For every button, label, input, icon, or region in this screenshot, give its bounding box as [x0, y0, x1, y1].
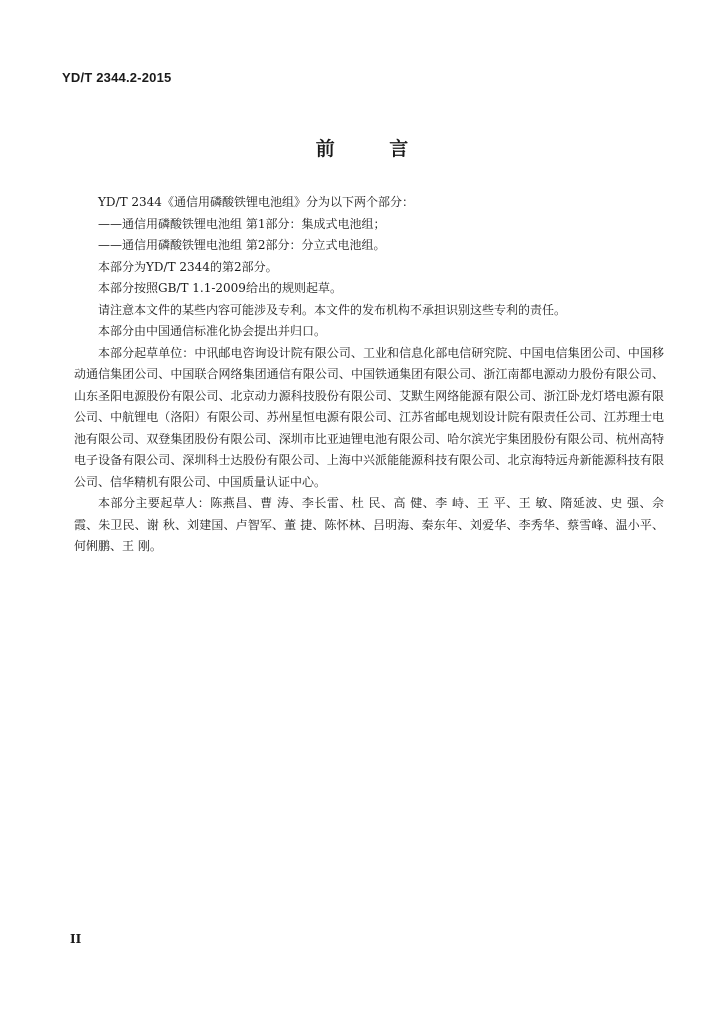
paragraph-drafting-rules: 本部分按照GB/T 1.1-2009给出的规则起草。	[98, 281, 342, 295]
paragraph-drafting-organizations: 本部分起草单位：中讯邮电咨询设计院有限公司、工业和信息化部电信研究院、中国电信集团公司、中国移动通信集团公司、中国联合网络集团通信有限公司、中国铁通集团有限公司、浙江南都电源动力股份有限公司、山东圣阳电源股份有限公司、北京动力源科技股份有限公司、艾默生网络能源有限公司、浙江卧龙灯塔电源有限公司、中航锂电（洛阳）有限公司、苏州星恒电源有限公司、江苏省邮电规划设计院有限责任公司、江苏理士电池有限公司、双登集团股份有限公司、深圳市比亚迪锂电池有限公司、哈尔滨光宇集团股份有限公司、杭州高特电子设备有限公司、深圳科士达股份有限公司、上海中兴派能能源科技有限公司、北京海特远舟新能源科技有限公司、信华精机有限公司、中国质量认证中心。	[74, 345, 664, 489]
standard-code-header: YD/T 2344.2-2015	[62, 70, 172, 85]
document-body	[74, 192, 664, 558]
paragraph-patent-notice: 请注意本文件的某些内容可能涉及专利。本文件的发布机构不承担识别这些专利的责任。	[98, 302, 567, 317]
paragraph-part-2: ——通信用磷酸铁锂电池组 第2部分：分立式电池组。	[98, 238, 386, 252]
paragraph-standard-parts: YD/T 2344《通信用磷酸铁锂电池组》分为以下两个部分：	[98, 195, 414, 209]
paragraph-main-drafters: 本部分主要起草人：陈燕昌、曹 涛、李长雷、杜 民、高 健、李 峙、王 平、王 敏、隋延波、史 强、佘 霞、朱卫民、谢 秋、刘建国、卢智军、董 捷、陈怀林、吕明海、秦东年、刘爱华、李秀华、蔡雪峰、温小平、何俐鹏、王 刚。	[74, 496, 664, 553]
paragraph-this-part: 本部分为YD/T 2344的第2部分。	[98, 259, 278, 274]
paragraph-part-1: ——通信用磷酸铁锂电池组 第1部分：集成式电池组；	[98, 216, 386, 231]
paragraph-proposer: 本部分由中国通信标准化协会提出并归口。	[98, 324, 327, 338]
page-number: II	[70, 932, 82, 946]
page-title: 前 言	[315, 138, 433, 160]
